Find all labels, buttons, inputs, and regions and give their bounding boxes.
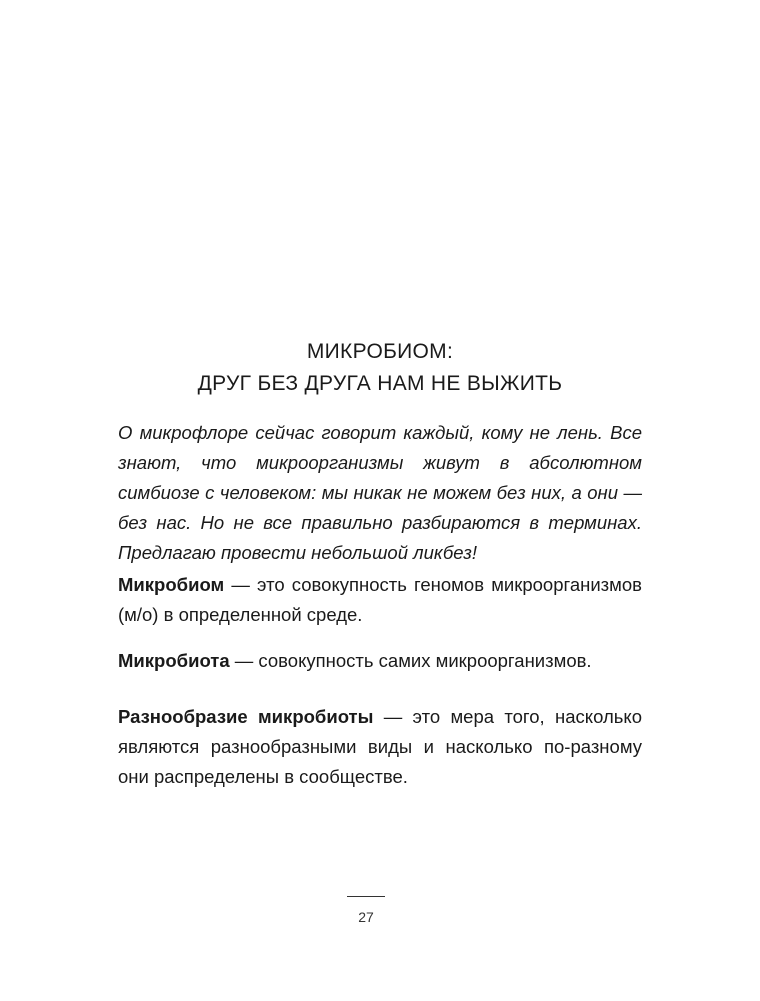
intro-paragraph: О микрофлоре сейчас говорит каждый, кому не лень. Все знают, что микроорганизмы живут в абсолютном симбиозе с человеком: мы никак не можем без них, а они — без нас. Но не все правильно разбираются в терминах. Предлагаю провести небольшой ликбез! — [118, 422, 642, 563]
term-microbiota-diversity: Разнообразие микробиоты — [118, 706, 374, 727]
definition-microbiota-diversity-text: — это мера того, насколько являются разнообразными виды и насколько по-разному они распределены в сообществе. — [118, 706, 642, 787]
term-microbiome: Микробиом — [118, 574, 225, 595]
chapter-title-line-1: МИКРОБИОМ: — [306, 340, 454, 363]
footer-divider — [347, 896, 385, 897]
page-number: 27 — [358, 909, 374, 925]
definition-microbiota — [118, 646, 642, 676]
chapter-title — [100, 336, 660, 400]
definition-microbiota-text: — совокупность самих микроорганизмов. — [229, 650, 592, 671]
definition-microbiome-text: — это совокупность геномов микроорганизмов (м/о) в определенной среде. — [118, 574, 642, 625]
chapter-title-line-2: ДРУГ БЕЗ ДРУГА НАМ НЕ ВЫЖИТЬ — [197, 372, 563, 395]
definition-microbiota-diversity — [118, 702, 642, 792]
definition-microbiome — [118, 570, 642, 630]
term-microbiota: Микробиота — [118, 650, 230, 671]
